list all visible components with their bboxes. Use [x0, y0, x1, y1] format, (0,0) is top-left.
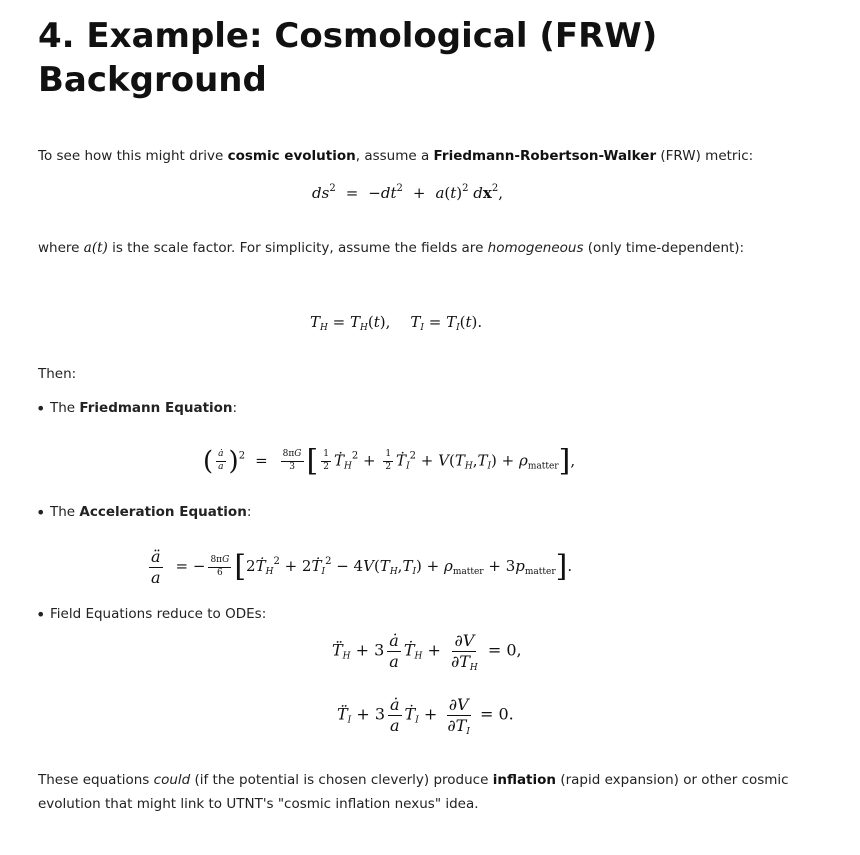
bullet-text: The [50, 504, 80, 520]
bullet-acceleration [50, 504, 251, 520]
then-label: Then: [38, 366, 77, 382]
intro-bold-cosmic-evolution: cosmic evolution [227, 148, 356, 164]
scale-factor-paragraph [38, 236, 778, 260]
intro-text-mid: , assume a [355, 148, 434, 164]
intro-paragraph [38, 144, 828, 168]
scale-text-pre: where [38, 240, 84, 256]
closing-paragraph [38, 768, 808, 816]
acceleration-label: Acceleration Equation [79, 504, 247, 520]
scale-text-mid: is the scale factor. For simplicity, assume the fields are [107, 240, 488, 256]
friedmann-equation: ( $\frac{ȧ}{a}$ )$^2$ = $\frac{8\pi G}{3}$ [ $\frac{1}{2}$ Ṫ$_H^2$ + $\frac{1}{2}$ Ṫ$_I^2$ + $V(T_H,T_I) + \rho_{matter}$], [203, 443, 576, 479]
friedmann-label: Friedmann Equation [79, 400, 233, 416]
metric-equation: $ds^2 = -dt^2 + a(t)^2$ $dx^2$, [312, 183, 504, 202]
bullet-field-equations [50, 606, 266, 622]
p-matter-subscript: matter [524, 567, 556, 578]
fields-equation: $T_H = T_H(t)$, $T_I = T_I(t)$. [310, 313, 483, 333]
closing-text-pre: These equations [38, 772, 154, 788]
rho-matter-subscript: matter [452, 567, 484, 578]
bullet-colon: : [232, 400, 238, 416]
acceleration-equation: $\frac{ä}{a}$ = − $\frac{8\pi G}{6}$ [2Ṫ$_H^2$ + 2Ṫ$_I^2$ − $4V(T_H,T_I) + \rho_{matter} + 3p_{matter}$]. [151, 547, 573, 587]
intro-bold-frw: Friedmann-Robertson-Walker [433, 148, 657, 164]
ode-th-equation: $T̈_H + 3$ $\frac{ȧ}{a}$ Ṫ$_H$ + $\frac{\partial V}{\partial T_H}$ = 0, [332, 631, 522, 673]
scale-text-end: (only time-dependent): [583, 240, 745, 256]
inflation-bold: inflation [492, 772, 557, 788]
closing-text-mid: (if the potential is chosen cleverly) produce [190, 772, 493, 788]
closing-text-end: (rapid expansion) or other cosmic evolution that might link to UTNT's "cosmic inflation nexus" idea. [38, 772, 789, 812]
bullet-friedmann [50, 400, 237, 416]
ode-ti-equation: $T̈_I + 3$ $\frac{ȧ}{a}$ Ṫ$_I$ + $\frac{\partial V}{\partial T_I}$ = 0. [337, 695, 514, 737]
bullet-text: The [50, 400, 80, 416]
section-heading: 4. Example: Cosmological (FRW) Background [38, 16, 658, 100]
scale-factor-symbol: a(t) [83, 240, 108, 256]
homogeneous-emphasis: homogeneous [487, 240, 584, 256]
field-equations-text: Field Equations reduce to ODEs: [50, 606, 267, 622]
rho-matter-subscript: matter [527, 461, 559, 472]
could-emphasis: could [153, 772, 191, 788]
intro-text: To see how this might drive [38, 148, 228, 164]
bullet-colon: : [246, 504, 252, 520]
intro-text-end: (FRW) metric: [656, 148, 754, 164]
